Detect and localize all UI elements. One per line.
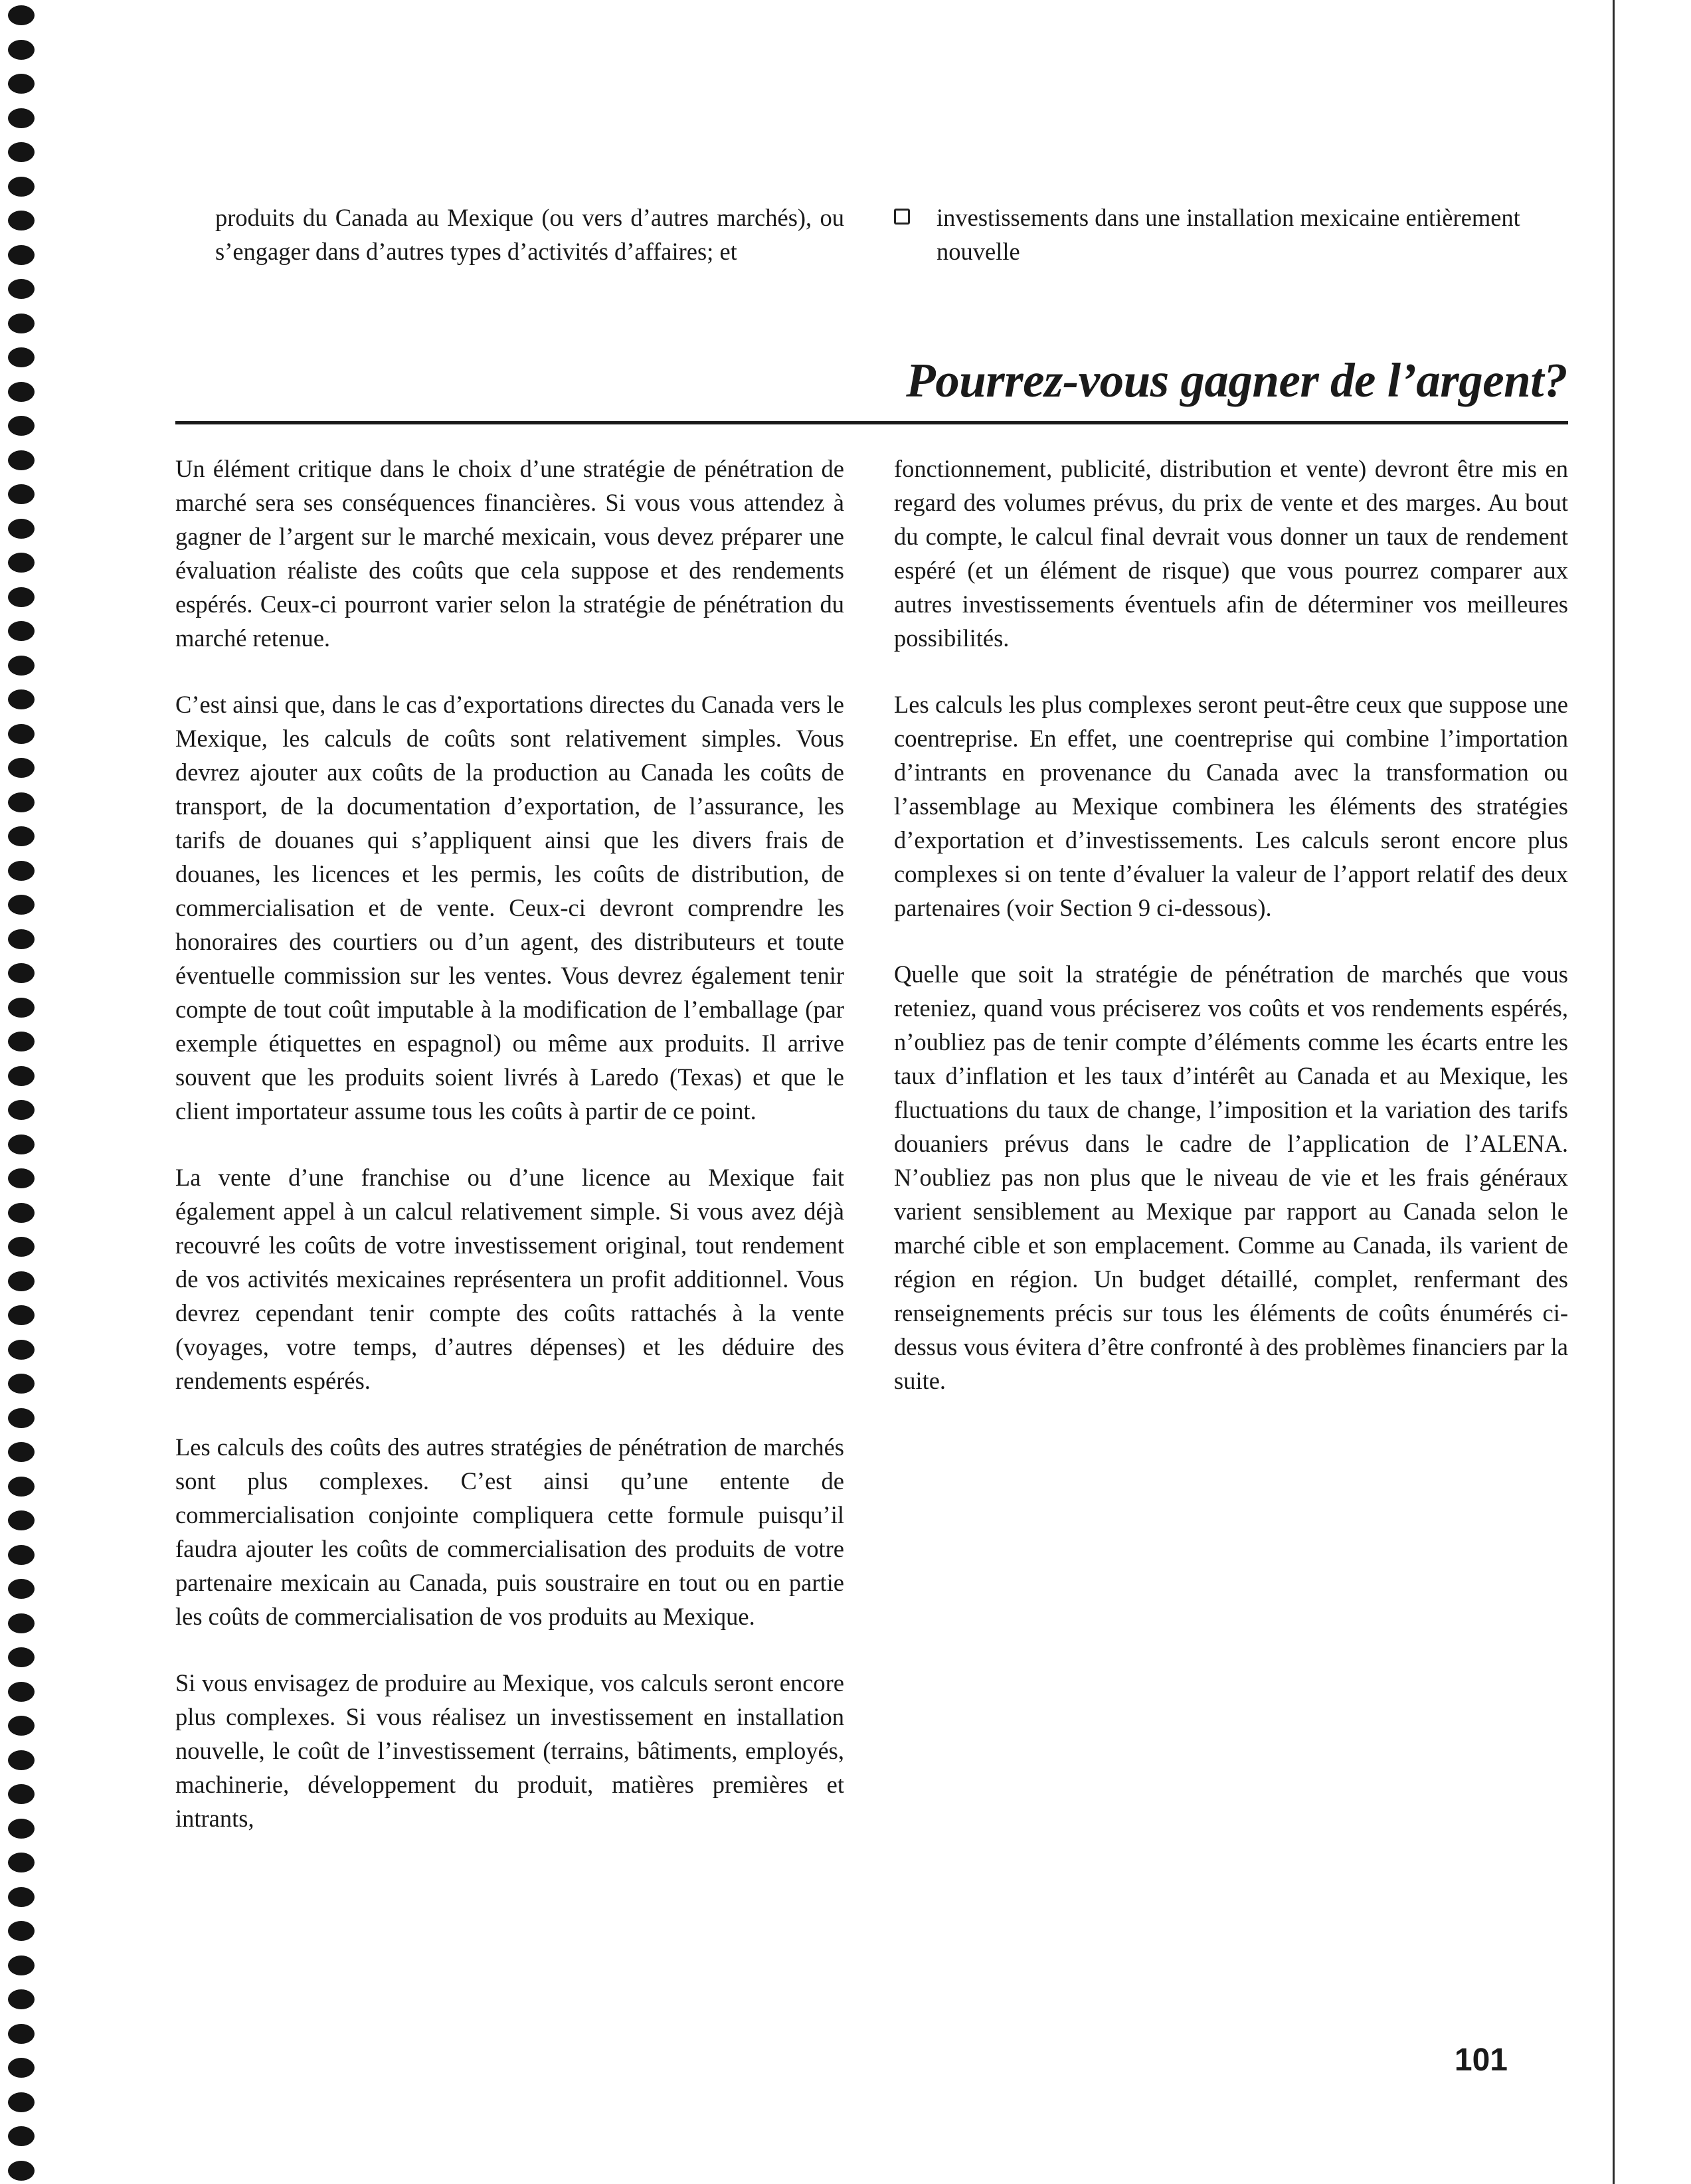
binding-hole: [8, 142, 35, 162]
paragraph: Quelle que soit la stratégie de pénétration de marchés que vous reteniez, quand vous préciserez vos coûts et vos rendements espérés, n’oubliez pas de tenir compte d’éléments comme les écarts entre les taux d’inflation et les taux d’intérêt au Canada et au Mexique, les fluctuations du taux de change, l’imposition et la variation des tarifs douaniers prévus dans le cadre de l’application de l’ALENA. N’oubliez pas non plus que le niveau de vie et les frais généraux varient sensiblement au Mexique par rapport au Canada selon le marché cible et son emplacement. Comme au Canada, ils varient de région en région. Un budget détaillé, complet, renfermant des renseignements précis sur tous les éléments de coûts énumérés ci-dessus vous évitera d’être confronté à des problèmes financiers par la suite.: [894, 960, 1568, 1394]
binding-hole: [8, 1340, 35, 1360]
bullet-text: investissements dans une installation mexicaine entièrement nouvelle: [936, 204, 1520, 265]
binding-hole: [8, 108, 35, 128]
binding-hole: [8, 484, 35, 504]
binding-hole: [8, 792, 35, 812]
binding-hole: [8, 382, 35, 402]
binding-hole: [8, 1784, 35, 1804]
binding-hole: [8, 450, 35, 470]
spiral-binding-holes: [8, 0, 41, 2184]
binding-hole: [8, 1545, 35, 1565]
page-number: 101: [1454, 2043, 1508, 2078]
binding-hole: [8, 1408, 35, 1428]
binding-hole: [8, 1819, 35, 1839]
binding-hole: [8, 621, 35, 641]
paragraph: C’est ainsi que, dans le cas d’exportations directes du Canada vers le Mexique, les calculs de coûts sont relativement simples. Vous devrez ajouter aux coûts de la production au Canada les coûts de transport, de la documentation d’exportation, de l’assurance, les tarifs de douanes qui s’appliquent ainsi que les divers frais de douanes, les licences et les permis, les coûts de distribution, de commercialisation et de vente. Ceux-ci devront comprendre les honoraires des courtiers ou d’un agent, des distributeurs et toute éventuelle commission sur les ventes. Vous devrez également tenir compte de tout coût imputable à la modification de l’emballage (par exemple étiquettes en espagnol) ou même aux produits. Il arrive souvent que les produits soient livrés à Laredo (Texas) et que le client importateur assume tous les coûts à partir de ce point.: [175, 691, 844, 1125]
checkbox-bullet-icon: [894, 209, 910, 225]
binding-hole: [8, 1716, 35, 1736]
heading-rule: [175, 421, 1568, 424]
binding-hole: [8, 1203, 35, 1223]
binding-hole: [8, 279, 35, 299]
binding-hole: [8, 929, 35, 949]
binding-hole: [8, 74, 35, 94]
binding-hole: [8, 5, 35, 25]
binding-hole: [8, 963, 35, 983]
binding-hole: [8, 998, 35, 1018]
binding-hole: [8, 1750, 35, 1770]
binding-hole: [8, 211, 35, 230]
binding-hole: [8, 1168, 35, 1188]
section-heading: Pourrez-vous gagner de l’argent?: [906, 353, 1567, 407]
binding-hole: [8, 1853, 35, 1872]
binding-hole: [8, 1271, 35, 1291]
binding-hole: [8, 826, 35, 846]
bullet-item: [894, 201, 1568, 268]
binding-hole: [8, 2024, 35, 2044]
binding-hole: [8, 1066, 35, 1086]
binding-hole: [8, 1100, 35, 1120]
binding-hole: [8, 314, 35, 333]
paragraph: Un élément critique dans le choix d’une stratégie de pénétration de marché sera ses conséquences financières. Si vous vous attendez à gagner de l’argent sur le marché mexicain, vous devez préparer une évaluation réaliste des coûts que cela suppose et des rendements espérés. Ceux-ci pourront varier selon la stratégie de pénétration du marché retenue.: [175, 455, 844, 652]
continued-text-top-left: [215, 201, 844, 268]
binding-hole: [8, 1237, 35, 1257]
binding-hole: [8, 758, 35, 778]
binding-hole: [8, 2126, 35, 2146]
binding-hole: [8, 1032, 35, 1051]
binding-hole: [8, 177, 35, 197]
binding-hole: [8, 347, 35, 367]
binding-hole: [8, 245, 35, 265]
paragraph: Les calculs les plus complexes seront peut-être ceux que suppose une coentreprise. En effet, une coentreprise qui combine l’importation d’intrants en provenance du Canada avec la transformation ou l’assemblage au Mexique combinera les éléments des stratégies d’exportation et d’investissements. Les calculs seront encore plus complexes si on tente d’évaluer la valeur de l’apport relatif des deux partenaires (voir Section 9 ci-dessous).: [894, 691, 1568, 921]
paragraph: La vente d’une franchise ou d’une licence au Mexique fait également appel à un calcul relativement simple. Si vous avez déjà recouvré les coûts de votre investissement original, tout rendement de vos activités mexicaines représentera un profit additionnel. Vous devrez cependant tenir compte des coûts rattachés à la vente (voyages, votre temps, d’autres dépenses) et les déduire des rendements espérés.: [175, 1164, 844, 1394]
binding-hole: [8, 1135, 35, 1154]
binding-hole: [8, 1305, 35, 1325]
binding-hole: [8, 2058, 35, 2078]
left-column: [175, 452, 844, 1835]
binding-hole: [8, 1989, 35, 2009]
paragraph: produits du Canada au Mexique (ou vers d’autres marchés), ou s’engager dans d’autres types d’activités d’affaires; et: [215, 204, 844, 265]
binding-hole: [8, 1647, 35, 1667]
binding-hole: [8, 895, 35, 915]
binding-hole: [8, 2161, 35, 2181]
binding-hole: [8, 724, 35, 744]
binding-hole: [8, 553, 35, 573]
binding-hole: [8, 40, 35, 60]
binding-hole: [8, 519, 35, 539]
binding-hole: [8, 1613, 35, 1633]
binding-hole: [8, 1510, 35, 1530]
binding-hole: [8, 1682, 35, 1702]
binding-hole: [8, 1921, 35, 1941]
right-column: [894, 452, 1568, 1398]
binding-hole: [8, 1442, 35, 1462]
binding-hole: [8, 1887, 35, 1907]
binding-hole: [8, 1477, 35, 1497]
paragraph: fonctionnement, publicité, distribution et vente) devront être mis en regard des volumes prévus, du prix de vente et des marges. Au bout du compte, le calcul final devrait vous donner un taux de rendement espéré (et un élément de risque) que vous pourrez comparer aux autres investissements éventuels afin de déterminer vos meilleures possibilités.: [894, 455, 1568, 652]
page-edge-line: [1613, 0, 1615, 2184]
binding-hole: [8, 587, 35, 607]
paragraph: Les calculs des coûts des autres stratégies de pénétration de marchés sont plus complexes. C’est ainsi qu’une entente de commercialisation conjointe compliquera cette formule puisqu’il faudra ajouter les coûts de commercialisation des produits de votre partenaire mexicain au Canada, puis soustraire en tout ou en partie les coûts de commercialisation de vos produits au Mexique.: [175, 1433, 844, 1630]
paragraph: Si vous envisagez de produire au Mexique, vos calculs seront encore plus complexes. Si vous réalisez un investissement en installation nouvelle, le coût de l’investissement (terrains, bâtiments, employés, machinerie, développement du produit, matières premières et intrants,: [175, 1669, 844, 1832]
binding-hole: [8, 2092, 35, 2112]
binding-hole: [8, 689, 35, 709]
binding-hole: [8, 861, 35, 881]
binding-hole: [8, 656, 35, 676]
binding-hole: [8, 416, 35, 436]
binding-hole: [8, 1579, 35, 1599]
binding-hole: [8, 1956, 35, 1975]
binding-hole: [8, 1374, 35, 1394]
